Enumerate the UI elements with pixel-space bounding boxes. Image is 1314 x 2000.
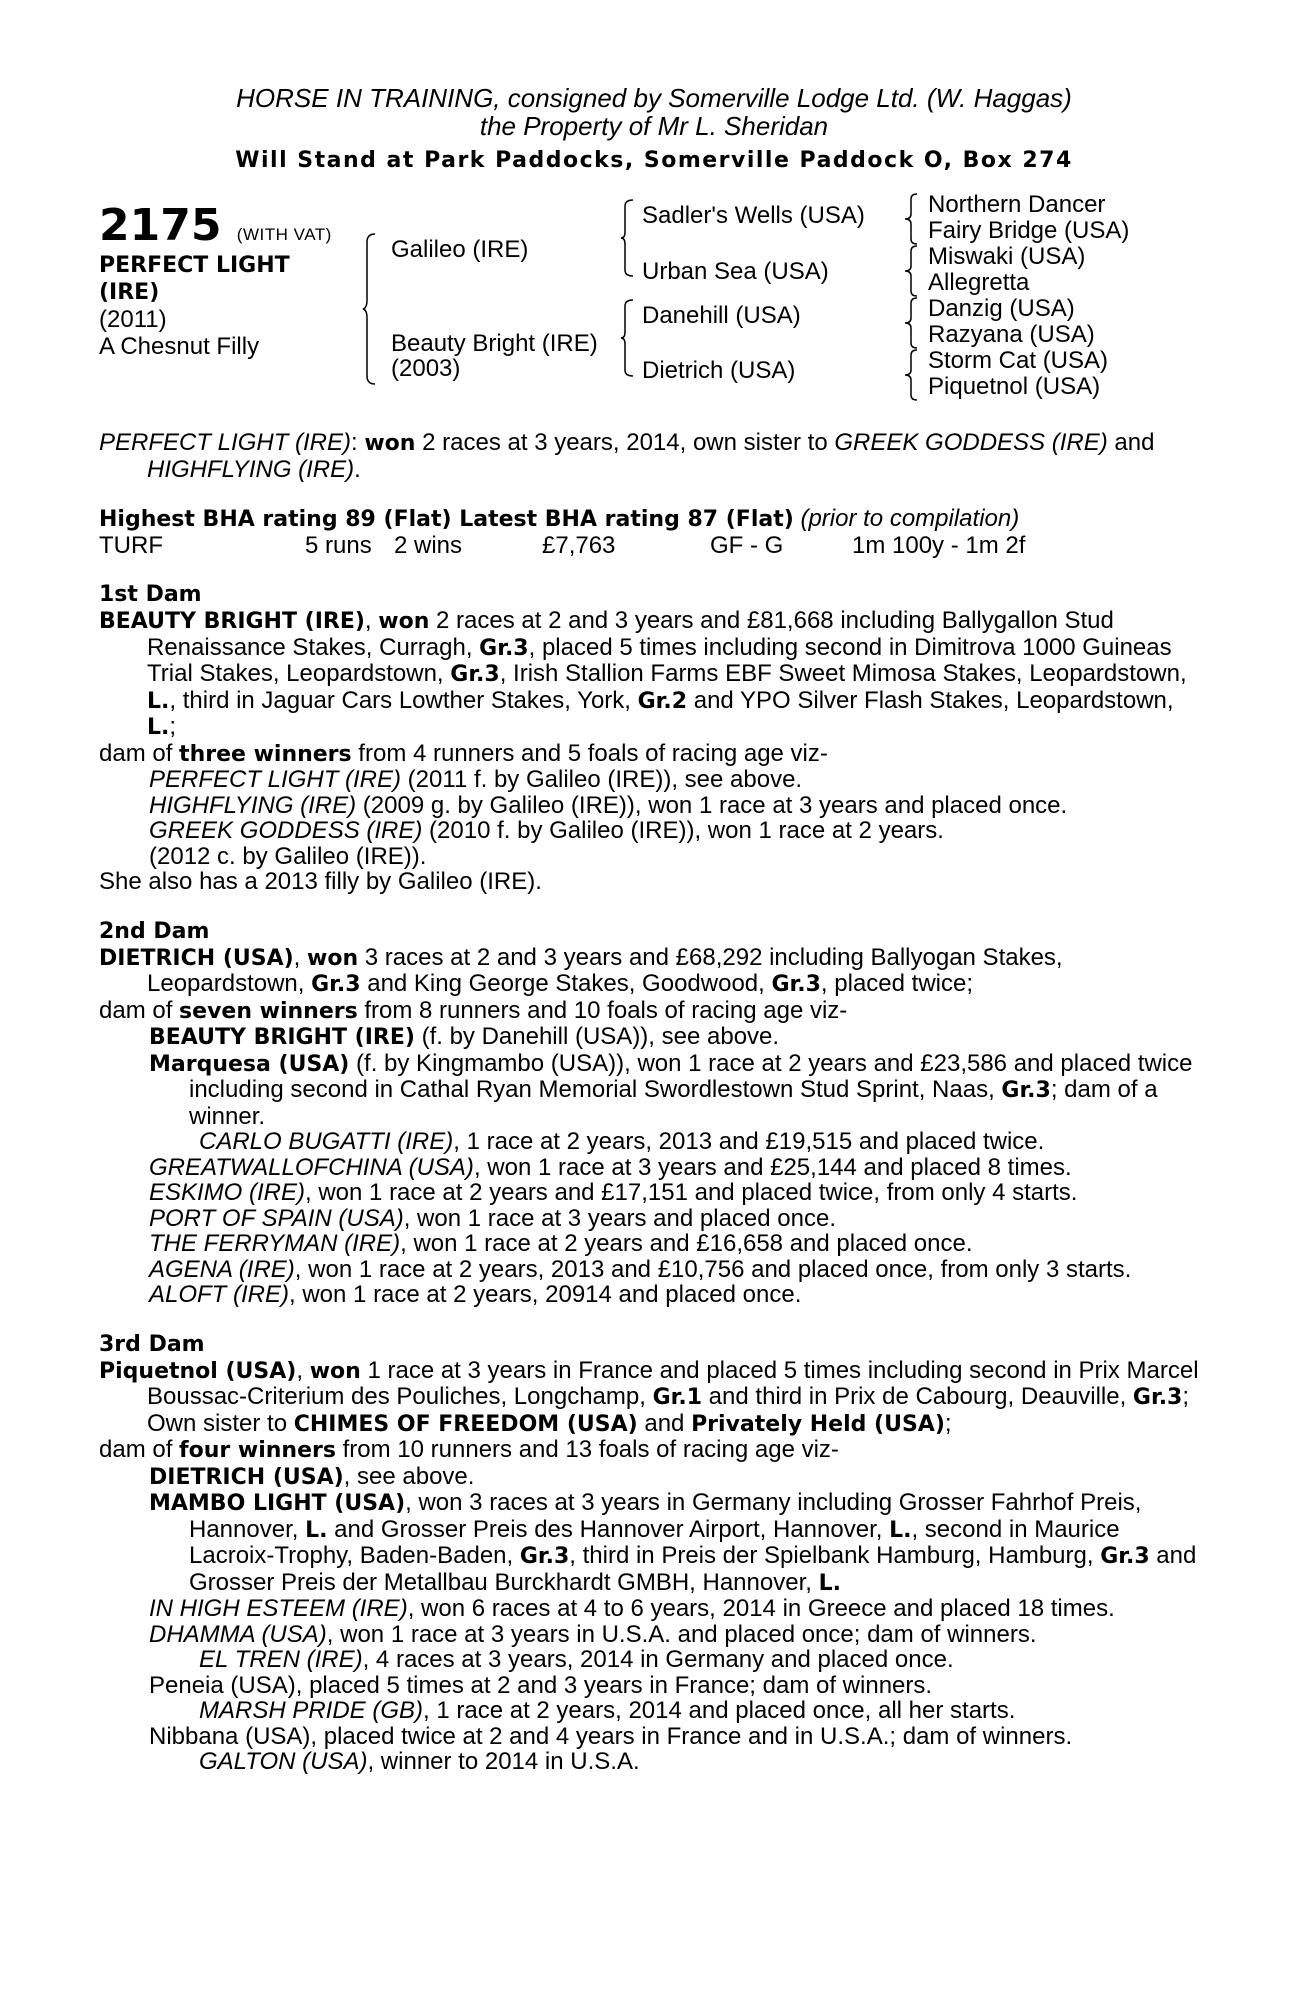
produce-4: DHAMMA (USA), won 1 race at 3 years in U.S.A. and placed once; dam of winners.: [149, 1620, 1037, 1648]
bracket-3d: [905, 350, 919, 400]
produce-5: Peneia (USA), placed 5 times at 2 and 3 years in France; dam of winners.: [149, 1671, 933, 1699]
sire-dam: Urban Sea (USA): [642, 258, 829, 285]
ggs-4: Allegretta: [928, 269, 1030, 296]
third-dam-heading: 3rd Dam: [99, 1331, 205, 1357]
second-dam-record: DIETRICH (USA), won 3 races at 2 and 3 years and £68,292 including Ballyogan Stakes, Leopardstown, Gr.3 and King George Stakes, Goodwood, Gr.3, placed twice;: [99, 943, 1063, 997]
second-dam-heading: 2nd Dam: [99, 918, 210, 944]
ggs-2: Fairy Bridge (USA): [928, 217, 1130, 244]
produce-1: BEAUTY BRIGHT (IRE) (f. by Danehill (USA)), see above.: [149, 1023, 780, 1050]
produce-2: Marquesa (USA) (f. by Kingmambo (USA)), won 1 race at 2 years and £23,586 and placed twice including second in Cathal Ryan Memorial Swordlestown Stud Sprint, Naas, Gr.3; dam of a winner.: [149, 1049, 1193, 1130]
produce-2: MAMBO LIGHT (USA), won 3 races at 3 years in Germany including Grosser Fahrhof Preis, Hannover, L. and Grosser Preis des Hannover Airport, Hannover, L., second in Maurice Lacroix-Trophy, Baden-Baden, Gr.3, third in Preis der Spielbank Hamburg, Hamburg, Gr.3 and Grosser Preis der Metallbau Burckhardt GMBH, Hannover, L.: [149, 1489, 1197, 1596]
horse-name-suffix: (IRE): [99, 280, 160, 305]
produce-2-foal: CARLO BUGATTI (IRE), 1 race at 2 years, 2013 and £19,515 and placed twice.: [199, 1128, 1045, 1155]
bracket-3a: [905, 194, 919, 244]
property-line: the Property of Mr L. Sheridan: [479, 111, 829, 141]
horse-description: A Chesnut Filly: [99, 333, 260, 360]
dam-year: (2003): [391, 355, 461, 382]
produce-3: GREATWALLOFCHINA (USA), won 1 race at 3 years and £25,144 and placed 8 times.: [149, 1153, 1072, 1181]
produce-6: Nibbana (USA), placed twice at 2 and 4 years in France and in U.S.A.; dam of winners.: [149, 1722, 1073, 1750]
second-dam-section: [99, 919, 1209, 1308]
second-dam-produce-intro: dam of seven winners from 8 runners and 10 foals of racing age viz-: [99, 996, 848, 1024]
dam-sire: Danehill (USA): [642, 302, 801, 329]
bracket-3b: [905, 246, 919, 296]
sire-sire: Sadler's Wells (USA): [642, 202, 865, 229]
first-dam-produce-intro: dam of three winners from 4 runners and 5 foals of racing age viz-: [99, 739, 828, 767]
produce-2: HIGHFLYING (IRE) (2009 g. by Galileo (IRE)), won 1 race at 3 years and placed once.: [149, 791, 1068, 819]
produce-note: She also has a 2013 filly by Galileo (IRE).: [99, 868, 542, 895]
produce-6-foal: GALTON (USA), winner to 2014 in U.S.A.: [199, 1748, 640, 1775]
horse-summary: PERFECT LIGHT (IRE): won 2 races at 3 years, 2014, own sister to GREEK GODDESS (IRE) and HIGHFLYING (IRE).: [99, 429, 1155, 483]
produce-8: ALOFT (IRE), won 1 race at 2 years, 20914 and placed once.: [149, 1281, 802, 1308]
produce-4: (2012 c. by Galileo (IRE)).: [149, 842, 427, 870]
race-record-row: TURF 5 runs 2 wins £7,763 GF - G 1m 100y - 1m 2f: [99, 531, 1026, 559]
pedigree-table: [99, 190, 1209, 430]
ggs-5: Danzig (USA): [928, 295, 1075, 322]
produce-5: PORT OF SPAIN (USA), won 1 race at 3 years and placed once.: [149, 1204, 836, 1232]
sire-dam-bracket: [363, 234, 377, 384]
rating-bold: Highest BHA rating 89 (Flat) Latest BHA rating 87 (Flat): [99, 507, 794, 532]
dam-dam: Dietrich (USA): [642, 357, 796, 384]
vat-label: (WITH VAT): [236, 225, 332, 244]
first-dam-record: BEAUTY BRIGHT (IRE), won 2 races at 2 and 3 years and £81,668 including Ballygallon Stud Renaissance Stakes, Curragh, Gr.3, placed 5 times including second in Dimitrova 1000 Guineas Trial Stakes, Leopardstown, Gr.3, Irish Stallion Farms EBF Sweet Mimosa Stakes, Leopardstown, L., third in Jaguar Cars Lowther Stakes, York, Gr.2 and YPO Silver Flash Stakes, Leopardstown, L.;: [99, 607, 1187, 740]
sire-name: Galileo (IRE): [391, 236, 529, 263]
lot-number: 2175 (WITH VAT): [99, 200, 332, 251]
stand-location: Will Stand at Park Paddocks, Somerville Paddock O, Box 274: [235, 148, 1073, 173]
produce-3: GREEK GODDESS (IRE) (2010 f. by Galileo (IRE)), won 1 race at 2 years.: [149, 817, 944, 844]
first-dam-section: [99, 582, 1209, 895]
produce-3: IN HIGH ESTEEM (IRE), won 6 races at 4 to 6 years, 2014 in Greece and placed 18 times.: [149, 1595, 1115, 1622]
ggs-3: Miswaki (USA): [928, 243, 1086, 270]
bracket-3c: [905, 298, 919, 348]
third-dam-produce-intro: dam of four winners from 10 runners and 13 foals of racing age viz-: [99, 1436, 839, 1463]
produce-1: PERFECT LIGHT (IRE) (2011 f. by Galileo (IRE)), see above.: [149, 766, 803, 793]
produce-1: DIETRICH (USA), see above.: [149, 1462, 475, 1490]
foaling-year: (2011): [99, 306, 167, 333]
horse-name: PERFECT LIGHT: [99, 253, 290, 278]
produce-4-foal: EL TREN (IRE), 4 races at 3 years, 2014 in Germany and placed once.: [199, 1646, 954, 1673]
produce-7: AGENA (IRE), won 1 race at 2 years, 2013 and £10,756 and placed once, from only 3 starts.: [149, 1255, 1132, 1283]
dam-parents-bracket: [621, 300, 635, 376]
catalogue-page: [99, 84, 1209, 1775]
rating-block: [99, 506, 1209, 558]
first-dam-heading: 1st Dam: [99, 582, 202, 607]
ggs-8: Piquetnol (USA): [928, 373, 1101, 400]
produce-6: THE FERRYMAN (IRE), won 1 race at 2 years and £16,658 and placed once.: [149, 1230, 973, 1257]
consignor-line: HORSE IN TRAINING, consigned by Somerville Lodge Ltd. (W. Haggas): [236, 83, 1072, 113]
ggs-7: Storm Cat (USA): [928, 347, 1109, 374]
third-dam-section: [99, 1332, 1209, 1775]
dam-name: Beauty Bright (IRE): [391, 330, 598, 357]
produce-5-foal: MARSH PRIDE (GB), 1 race at 2 years, 2014 and placed once, all her starts.: [199, 1697, 1016, 1724]
third-dam-record: Piquetnol (USA), won 1 race at 3 years in France and placed 5 times including second in Prix Marcel Boussac-Criterium des Pouliches, Longchamp, Gr.1 and third in Prix de Cabourg, Deauville, Gr.3; Own sister to CHIMES OF FREEDOM (USA) and Privately Held (USA);: [99, 1356, 1199, 1437]
ggs-1: Northern Dancer: [928, 191, 1106, 218]
sire-parents-bracket: [621, 200, 635, 276]
rating-note: (prior to compilation): [793, 505, 1020, 532]
produce-4: ESKIMO (IRE), won 1 race at 2 years and £17,151 and placed twice, from only 4 starts.: [149, 1179, 1078, 1206]
ggs-6: Razyana (USA): [928, 321, 1095, 348]
